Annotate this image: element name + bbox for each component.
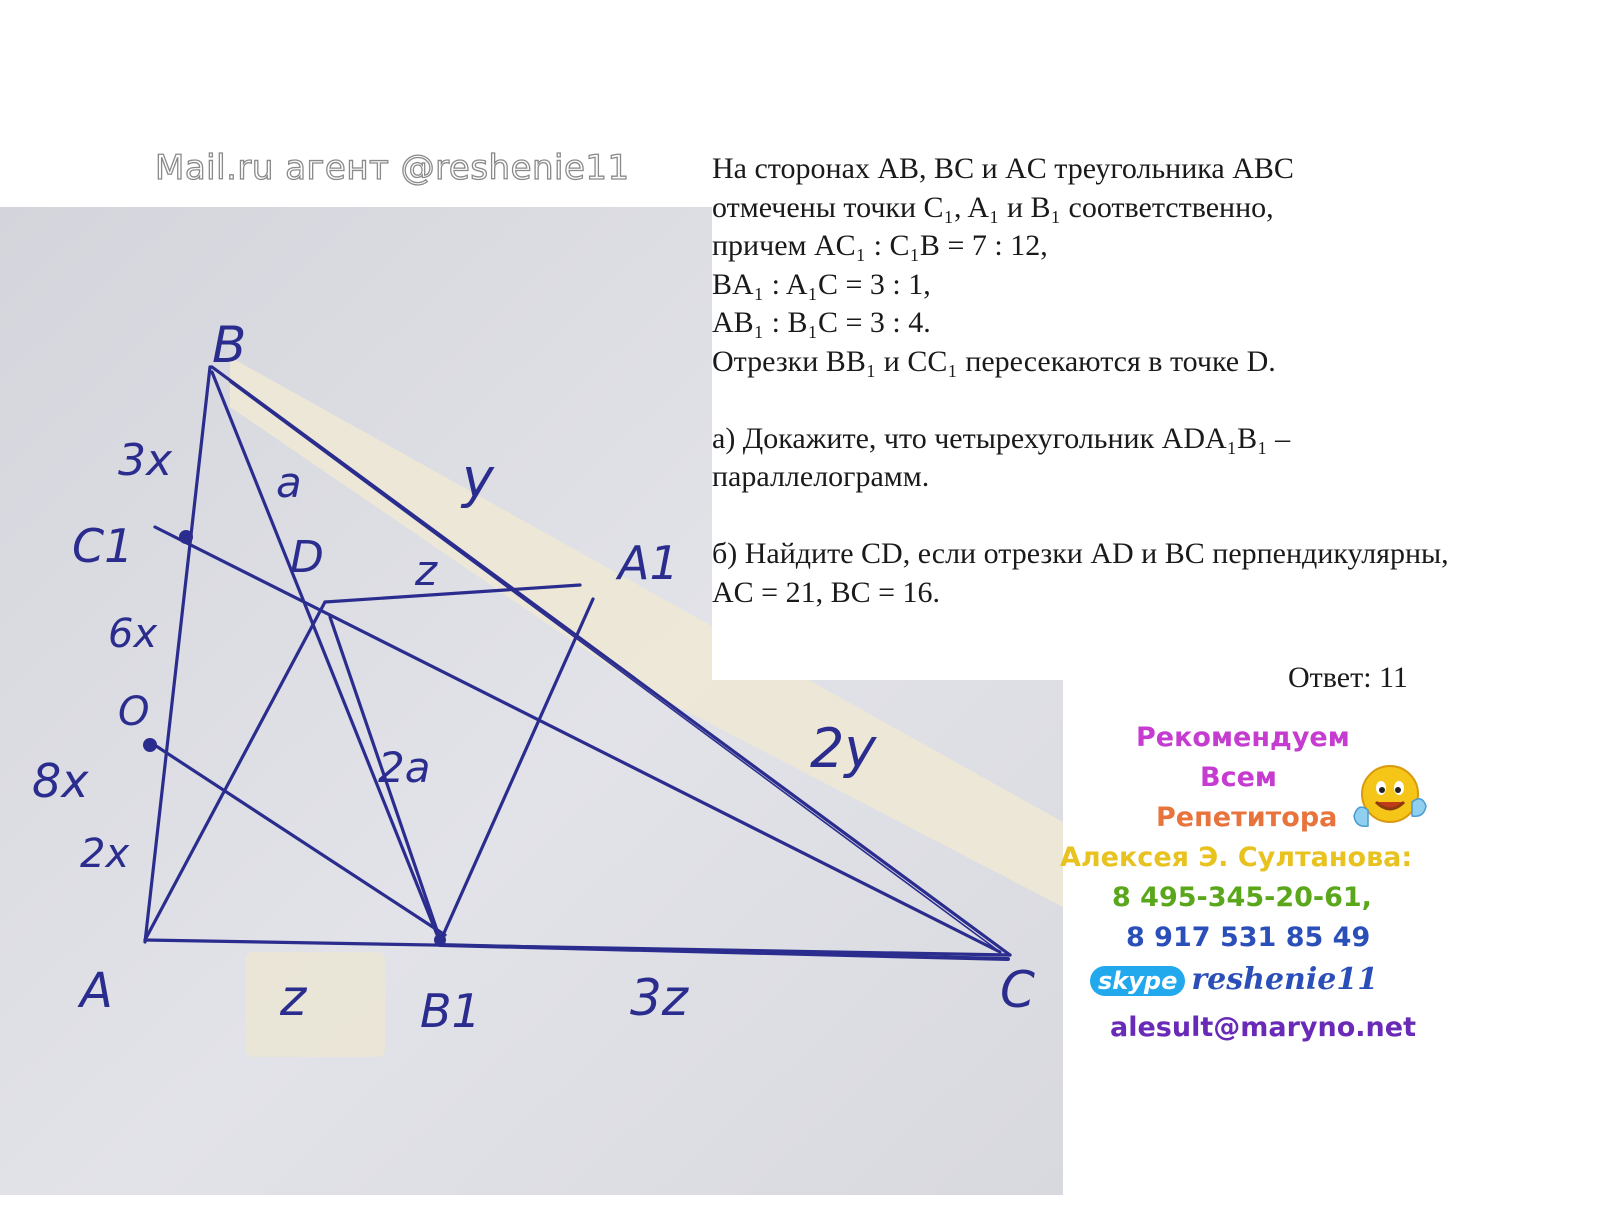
problem-line: отмечены точки C₁, A₁ и B₁ соответственно, [712, 190, 1274, 224]
part-b-line: б) Найдите CD, если отрезки AD и BC перпендикулярны, [712, 537, 1449, 570]
smiley-thumbs-up-icon [1350, 760, 1430, 840]
label-6x: 6x [108, 611, 158, 657]
answer: Ответ: 11 [1288, 661, 1408, 694]
label-2a: 2a [378, 743, 431, 792]
problem-text [712, 150, 1592, 680]
point-c1 [179, 530, 193, 544]
label-z-bottom: z [280, 969, 307, 1027]
label-8x: 8x [32, 754, 89, 808]
label-2y: 2y [810, 717, 877, 780]
ad-tutor-name: Алексея Э. Султанова: [1060, 842, 1413, 873]
ad-tutor: Репетитора [1156, 802, 1338, 833]
problem-line: На сторонах AB, BC и AC треугольника ABC [712, 152, 1294, 185]
label-d: D [290, 532, 324, 583]
skype-icon: skype [1090, 966, 1185, 996]
part-a-line: параллелограмм. [712, 460, 930, 493]
ad-skype [1090, 962, 1378, 997]
part-a-line: а) Докажите, что четырехугольник ADA₁B₁ – [712, 421, 1291, 455]
label-a1: A1 [618, 536, 679, 590]
tape-piece [245, 952, 385, 1057]
problem-line: AB₁ : B₁C = 3 : 4. [712, 306, 931, 339]
label-b1: B1 [420, 984, 481, 1038]
label-c: C [1000, 961, 1035, 1019]
ad-phone-1: 8 495-345-20-61, [1112, 882, 1372, 913]
label-a-segment: a [276, 458, 302, 507]
label-c1: C1 [72, 519, 134, 573]
point-o [143, 738, 157, 752]
label-o: O [118, 689, 150, 735]
watermark: Mail.ru агент @reshenie11 [155, 148, 630, 188]
ad-email[interactable]: alesult@maryno.net [1110, 1012, 1416, 1043]
ad-recommend: Рекомендуем [1136, 722, 1350, 753]
problem-line: BA₁ : A₁C = 3 : 1, [712, 267, 931, 301]
ad-phone-2: 8 917 531 85 49 [1126, 922, 1371, 953]
label-z: z [415, 546, 438, 595]
label-a: A [80, 963, 113, 1019]
label-3x: 3x [118, 435, 173, 486]
label-b: B [212, 316, 247, 374]
label-3z: 3z [630, 969, 689, 1027]
point-b1 [434, 934, 446, 946]
part-b-line: AC = 21, BC = 16. [712, 575, 941, 609]
ad-everyone: Всем [1200, 762, 1277, 793]
skype-handle: reshenie11 [1191, 962, 1379, 997]
problem-line: причем AC₁ : C₁B = 7 : 12, [712, 229, 1048, 262]
problem-line: Отрезки BB₁ и CC₁ пересекаются в точке D. [712, 344, 1276, 378]
label-y: y [462, 447, 494, 510]
label-2x: 2x [80, 831, 130, 877]
